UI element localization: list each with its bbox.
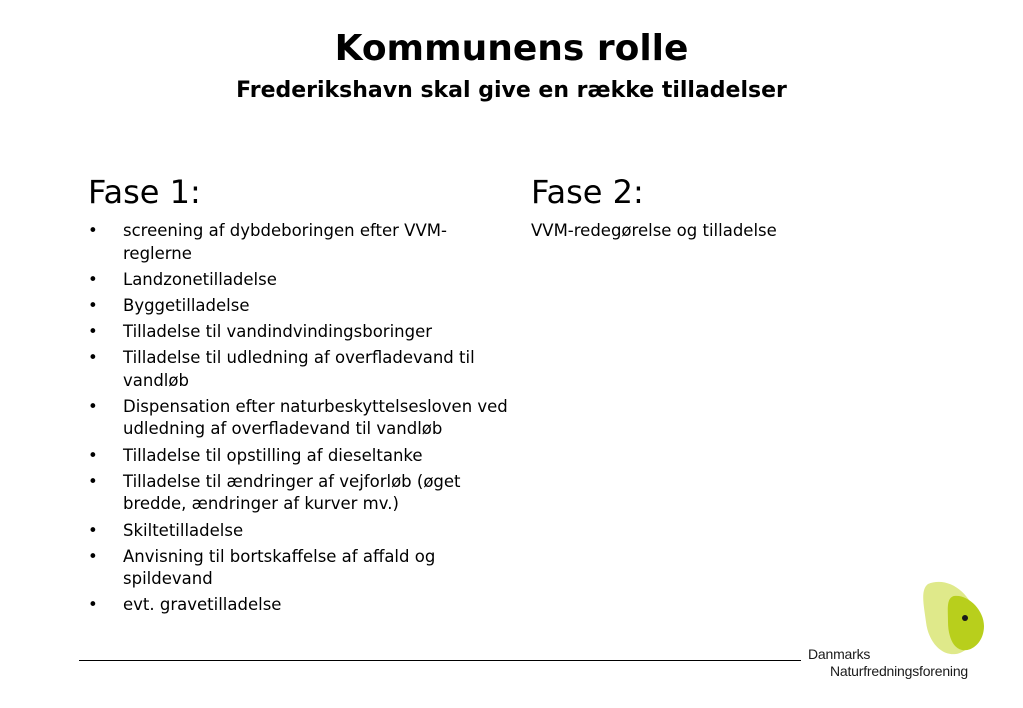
leaf-eye-dot bbox=[962, 615, 968, 621]
bullet-icon: • bbox=[88, 221, 98, 240]
slide-subtitle: Frederikshavn skal give en række tilladelser bbox=[236, 78, 787, 103]
leaf-logo-icon bbox=[918, 578, 990, 658]
logo-line-1: Danmarks bbox=[808, 646, 871, 662]
list-item-text: Landzonetilladelse bbox=[123, 269, 277, 289]
list-item-text: screening af dybdeboringen efter VVM-reglerne bbox=[123, 221, 447, 263]
list-item bbox=[88, 396, 508, 441]
list-item-text: Skiltetilladelse bbox=[123, 520, 244, 540]
bullet-icon: • bbox=[88, 396, 98, 416]
bullet-icon: • bbox=[88, 322, 98, 342]
list-item-text: Tilladelse til vandindvindingsboringer bbox=[123, 322, 433, 342]
bullet-icon: • bbox=[88, 295, 98, 315]
bullet-icon: • bbox=[88, 546, 98, 566]
list-item bbox=[88, 594, 508, 617]
list-item-text: Tilladelse til ændringer af vejforløb (øget bredde, ændringer af kurver mv.) bbox=[123, 471, 461, 514]
list-item-text: Anvisning til bortskaffelse af affald og spildevand bbox=[123, 546, 436, 589]
list-item bbox=[88, 347, 508, 392]
phase-2-text: VVM-redegørelse og tilladelse bbox=[531, 221, 777, 240]
list-item bbox=[88, 220, 508, 265]
slide-title: Kommunens rolle bbox=[334, 28, 689, 69]
list-item-text: Tilladelse til opstilling af dieseltanke bbox=[123, 445, 423, 465]
bullet-icon: • bbox=[88, 348, 98, 368]
bullet-icon: • bbox=[88, 520, 98, 540]
list-item bbox=[88, 471, 508, 516]
list-item bbox=[88, 269, 508, 292]
phase-1-list bbox=[88, 220, 508, 617]
list-item-text: Dispensation efter naturbeskyttelsesloven ved udledning af overfladevand til vandløb bbox=[123, 396, 508, 439]
list-item bbox=[88, 445, 508, 468]
bullet-icon: • bbox=[88, 269, 98, 289]
list-item-text: Tilladelse til udledning af overfladevand til vandløb bbox=[123, 348, 475, 390]
list-item bbox=[88, 546, 508, 591]
list-item-text: evt. gravetilladelse bbox=[123, 595, 282, 615]
logo-line-2: Naturfredningsforening bbox=[830, 663, 969, 679]
phase-1-column bbox=[88, 170, 508, 621]
bullet-icon: • bbox=[88, 445, 98, 465]
phase-1-heading: Fase 1: bbox=[88, 173, 201, 211]
phase-2-column bbox=[531, 170, 931, 243]
leaf-front-shape bbox=[948, 596, 984, 650]
footer-divider bbox=[79, 660, 801, 661]
list-item bbox=[88, 321, 508, 344]
bullet-icon: • bbox=[88, 595, 98, 615]
list-item-text: Byggetilladelse bbox=[123, 295, 250, 315]
phase-2-heading: Fase 2: bbox=[531, 173, 644, 211]
bullet-icon: • bbox=[88, 471, 98, 491]
list-item bbox=[88, 520, 508, 543]
list-item bbox=[88, 295, 508, 318]
